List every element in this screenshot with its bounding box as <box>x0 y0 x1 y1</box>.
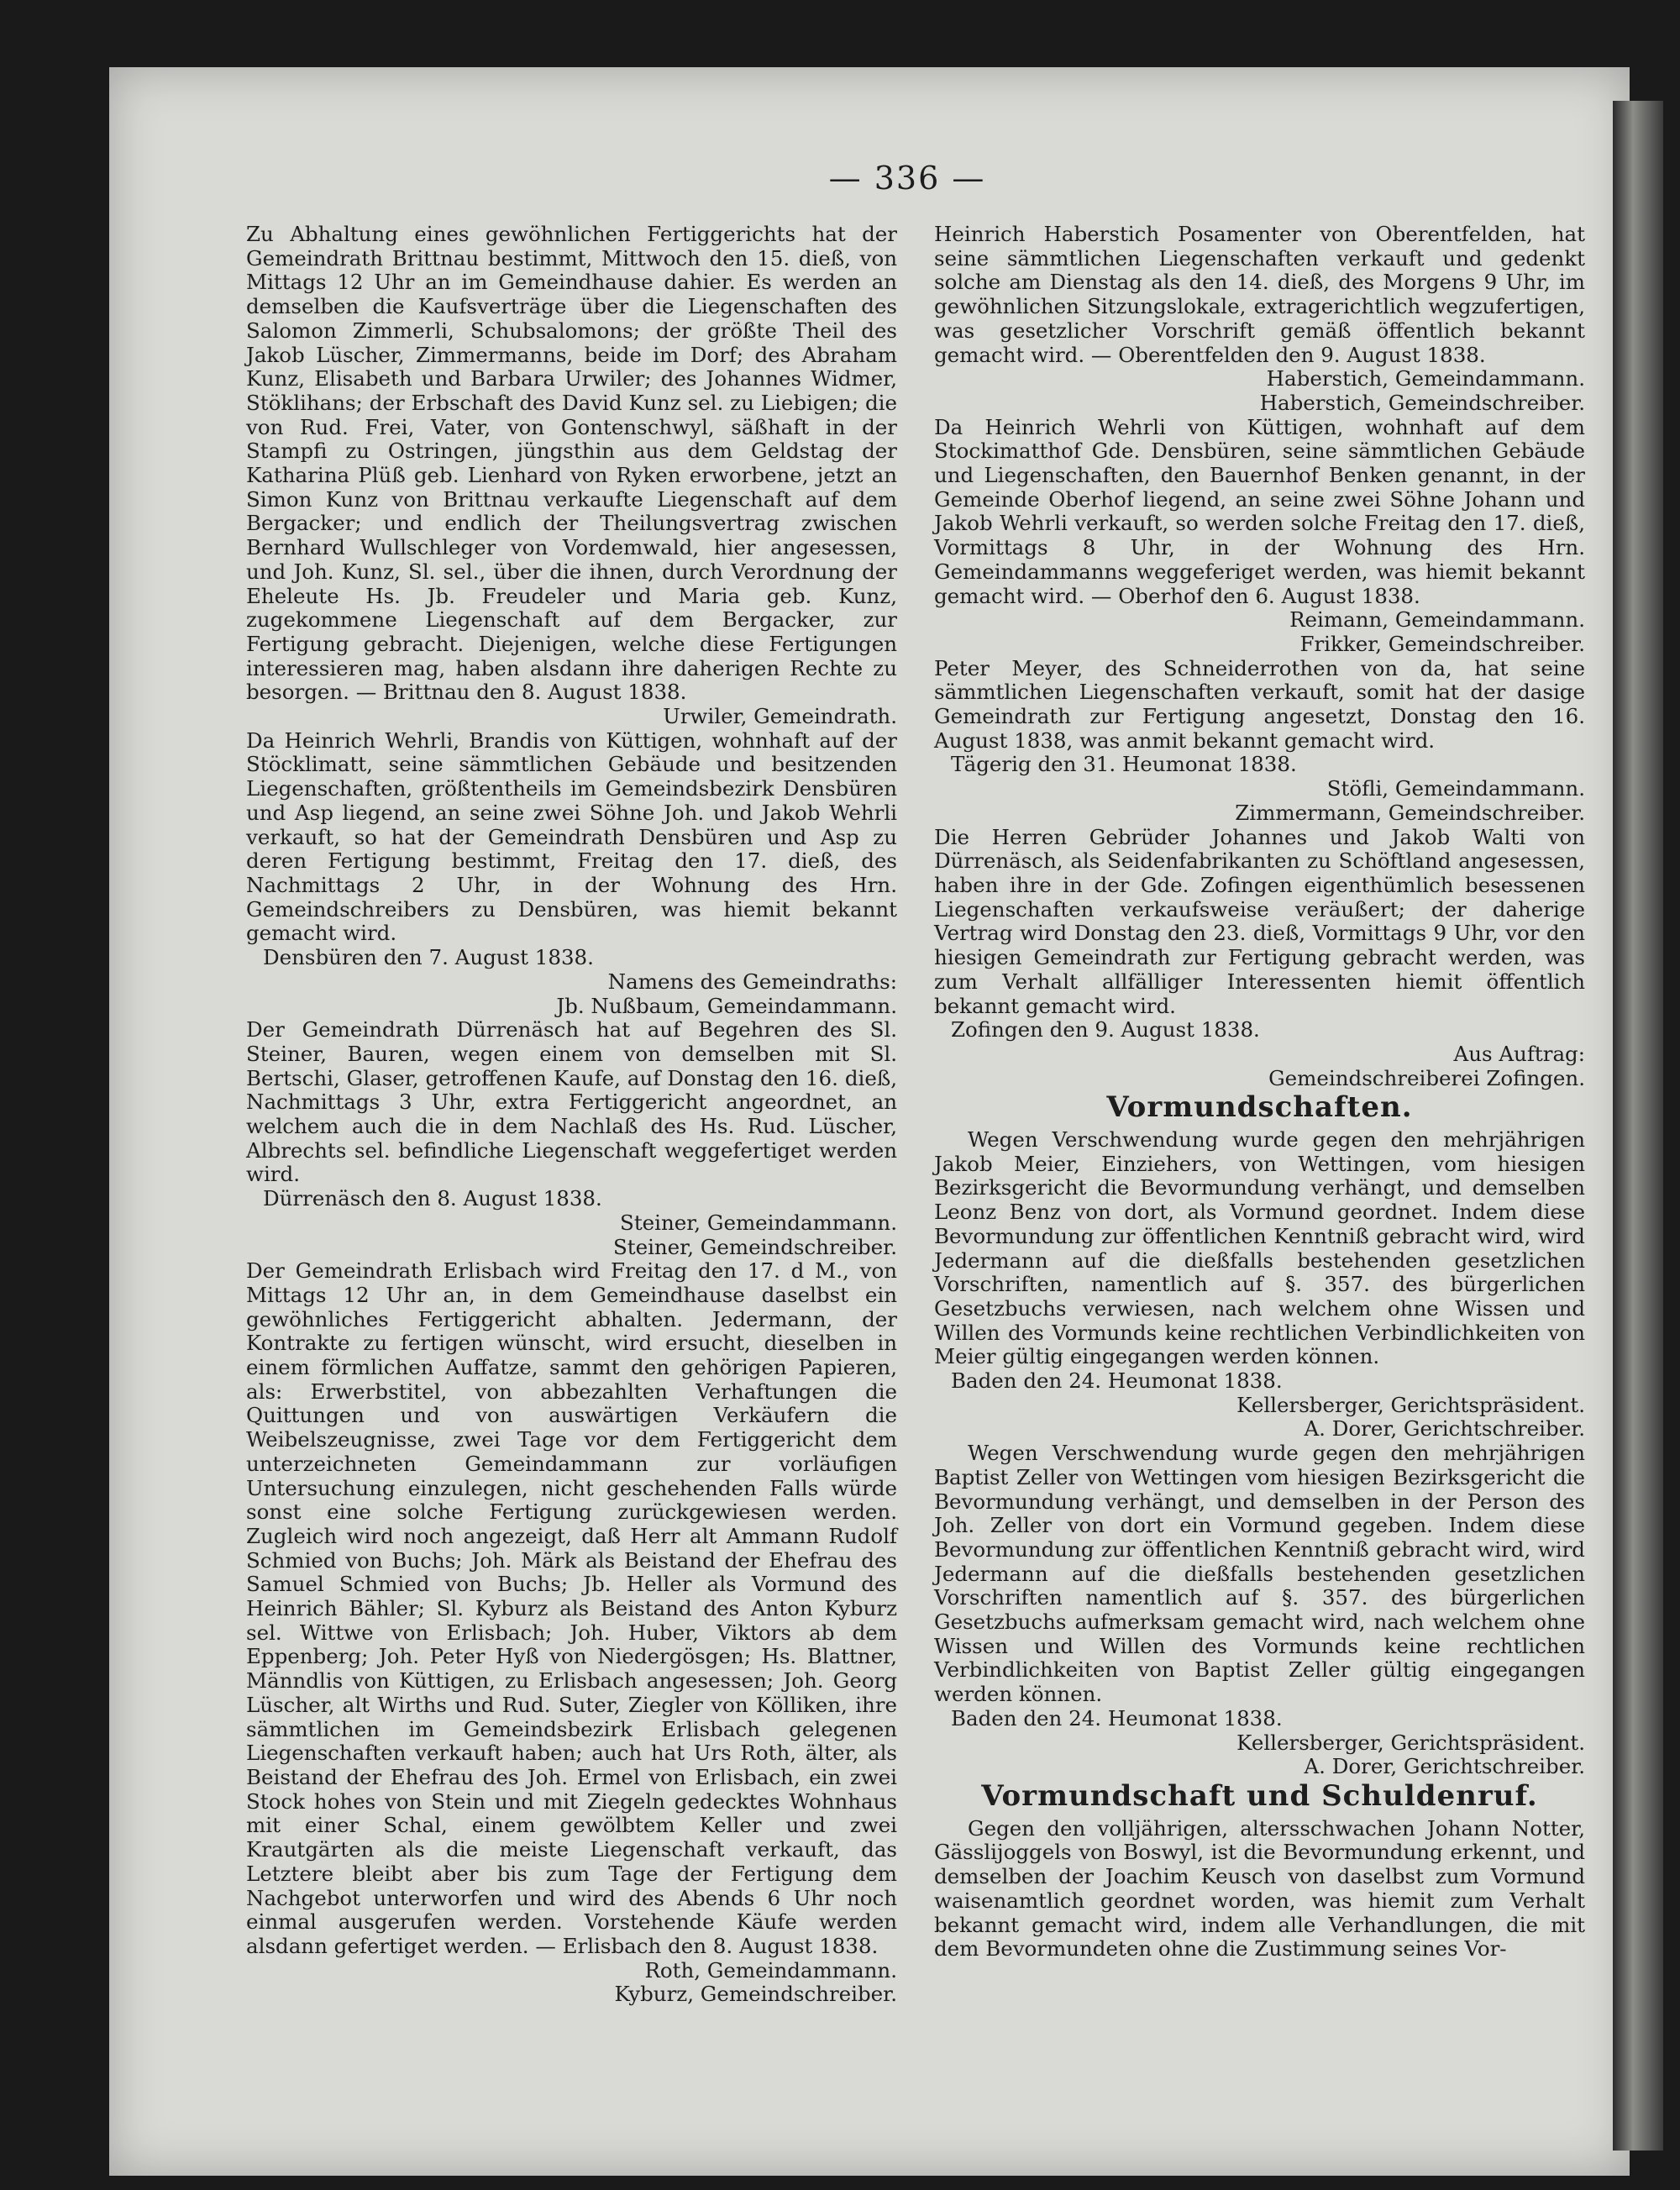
signature: Urwiler, Gemeindrath. <box>663 704 897 729</box>
notice-date: Baden den 24. Heumonat 1838. <box>951 1705 1283 1730</box>
notice-body: Heinrich Haberstich Posamenter von Oberentfelden, hat seine sämmtlichen Liegenschaften verkauft und gedenkt solche am Dienstag als den 14. dieß, des Morgens 9 Uhr, im gewöhnlichen Sitzungslokale, extragerichtlich wegzufertigen, was gesetzlicher Vorschrift gemäß öffentlich bekannt gemacht wird. — Oberentfelden den 9. August 1838. <box>934 222 1585 367</box>
notice-body: Wegen Verschwendung wurde gegen den mehrjährigen Jakob Meier, Einziehers, von Wettingen, vom hiesigen Bezirksgericht die Bevormundung verhängt, und demselben Leonz Benz von dort, als Vormund geordnet. Indem diese Bevormundung zur öffentlichen Kenntniß gebracht wird, wird Jedermann auf die dießfalls bestehenden gesetzlichen Vorschriften, namentlich auf §. 357. des bürgerlichen Gesetzbuchs verwiesen, nach welchem ohne Wissen und Willen des Vormunds keine rechtlichen Verbindlichkeiten von Meier gültig eingegangen werden können. <box>934 1127 1585 1369</box>
notice-duerrenaesch <box>246 1018 897 1259</box>
notice-oberentfelden <box>934 223 1585 416</box>
notice-body: Peter Meyer, des Schneiderrothen von da, hat seine sämmtlichen Liegenschaften verkauft, somit hat der dasige Gemeindrath zur Fertigung angesetzt, Donstag den 16. August 1838, was anmit bekannt gemacht wird. <box>934 655 1585 753</box>
signature: A. Dorer, Gerichtschreiber. <box>1304 1416 1585 1442</box>
notice-meier <box>934 1128 1585 1442</box>
notice-notter <box>934 1817 1585 1962</box>
signature: Steiner, Gemeindschreiber. <box>612 1234 897 1259</box>
left-column <box>246 223 897 2007</box>
section-heading-vormundschaften: Vormundschaften. <box>1106 1090 1413 1125</box>
signature: Namens des Gemeindraths: <box>607 969 897 994</box>
signature: Stöfli, Gemeindammann. <box>1326 776 1585 801</box>
signature: Kellersberger, Gerichtspräsident. <box>1236 1392 1585 1417</box>
notice-body: Gegen den volljährigen, altersschwachen Johann Notter, Gässlijoggels von Boswyl, ist die Bevormundung erkennt, und demselben der Joachim Keusch von daselbst zum Vormund waisenamtlich geordnet worden, was hiemit zum Verhalt bekannt gemacht wird, indem alle Verhandlungen, die mit dem Bevormundeten ohne die Zustimmung seines Vor- <box>934 1815 1585 1962</box>
notice-body: Wegen Verschwendung wurde gegen den mehrjährigen Baptist Zeller von Wettingen vom hiesigen Bezirksgericht die Bevormundung verhängt, und demselben in der Person des Joh. Zeller von dort ein Vormund gegeben. Indem diese Bevormundung zur öffentlichen Kenntniß gebracht wird, wird Jedermann auf die dießfalls bestehenden gesetzlichen Vorschriften namentlich auf §. 357. des bürgerlichen Gesetzbuchs aufmerksam gemacht wird, nach welchem ohne Wissen und Willen des Vormunds keine rechtlichen Verbindlichkeiten von Baptist Zeller gültig eingegangen werden können. <box>934 1441 1585 1707</box>
notice-brittnau <box>246 223 897 729</box>
signature: Haberstich, Gemeindammann. <box>1266 366 1585 391</box>
notice-erlisbach <box>246 1259 897 2007</box>
notice-date: Densbüren den 7. August 1838. <box>263 945 594 970</box>
notice-date: Tägerig den 31. Heumonat 1838. <box>951 752 1297 777</box>
notice-taegerig <box>934 657 1585 826</box>
notice-body: Die Herren Gebrüder Johannes und Jakob Walti von Dürrenäsch, als Seidenfabrikanten zu Schöftland angesessen, haben ihre in der Gde. Zofingen eigenthümlich besessenen Liegenschaften verkaufsweise veräußert; der daherige Vertrag wird Donstag den 23. dieß, Vormittags 9 Uhr, vor den hiesigen Gemeindrath zur Fertigung gebracht werden, was zum Verhalt allfälliger Interessenten hiemit öffentlich bekannt gemacht wird. <box>934 824 1585 1018</box>
page-edge <box>1613 101 1663 2151</box>
signature: Aus Auftrag: <box>1453 1041 1585 1066</box>
notice-zofingen <box>934 826 1585 1091</box>
signature: Kyburz, Gemeindschreiber. <box>614 1982 897 2007</box>
signature: Roth, Gemeindammann. <box>644 1957 897 1983</box>
signature: Zimmermann, Gemeindschreiber. <box>1235 800 1585 825</box>
signature: Reimann, Gemeindammann. <box>1289 607 1585 633</box>
notice-body: Zu Abhaltung eines gewöhnlichen Fertiggerichts hat der Gemeindrath Brittnau bestimmt, Mittwoch den 15. dieß, von Mittags 12 Uhr an im Gemeindhause dahier. Es werden an demselben die Kaufsverträge über die Liegenschaften des Salomon Zimmerli, Schubsalomons; der größte Theil des Jakob Lüscher, Zimmermanns, beide im Dorf; des Abraham Kunz, Elisabeth und Barbara Urwiler; des Johannes Widmer, Stöklihans; der Erbschaft des David Kunz sel. zu Liebigen; die von Rud. Frei, Vater, von Gontenschwyl, säßhaft in der Stampfi zu Ostringen, jüngsthin aus dem Geldstag der Katharina Plüß geb. Lienhard von Ryken erworbene, jetzt an Simon Kunz von Brittnau verkaufte Liegenschaft auf dem Bergacker; und endlich der Theilungsvertrag zwischen Bernhard Wullschleger von Vordemwald, hier angesessen, und Joh. Kunz, Sl. sel., über die ihnen, durch Verordnung der Eheleute Hs. Jb. Freudeler und Maria geb. Kunz, zugekommene Liegenschaft auf dem Bergacker, zur Fertigung gebracht. Diejenigen, welche diese Fertigungen interessieren mag, haben alsdann ihre daherigen Rechte zu besorgen. — Brittnau den 8. August 1838. <box>246 222 897 705</box>
signature: Kellersberger, Gerichtspräsident. <box>1236 1730 1585 1755</box>
signature: Frikker, Gemeindschreiber. <box>1299 631 1585 656</box>
notice-body: Der Gemeindrath Erlisbach wird Freitag den 17. d M., von Mittags 12 Uhr an, in dem Gemeindhause daselbst ein gewöhnliches Fertiggericht abhalten. Jedermann, der Kontrakte zu fertigen wünscht, wird ersucht, dieselben in einem förmlichen Auffatze, sammt den gehörigen Papieren, als: Erwerbstitel, von abbezahlten Verhaftungen die Quittungen und von auswärtigen Verkäufern die Weibelszeugnisse, zwei Tage vor dem Fertiggericht dem unterzeichneten Gemeindammann zur vorläufigen Untersuchung einzulegen, nicht geschehenden Falls würde sonst eine solche Fertigung zurückgewiesen werden. Zugleich wird noch angezeigt, daß Herr alt Ammann Rudolf Schmied von Buchs; Joh. Märk als Beistand der Ehefrau des Samuel Schmied von Buchs; Jb. Heller als Vormund des Heinrich Bähler; Sl. Kyburz als Beistand des Anton Kyburz sel. Wittwe von Erlisbach; Joh. Huber, Viktors ab dem Eppenberg; Joh. Peter Hyß von Niedergösgen; Hs. Blattner, Männdlis von Küttigen, zu Erlisbach angesessen; Joh. Georg Lüscher, alt Wirths und Rud. Suter, Ziegler von Kölliken, ihre sämmtlichen im Gemeindsbezirk Erlisbach gelegenen Liegenschaften verkauft haben; auch hat Urs Roth, älter, als Beistand der Ehefrau des Joh. Ermel von Erlisbach, ein zwei Stock hohes von Stein und mit Ziegeln gedecktes Wohnhaus mit einer Schal, einem gewölbtem Keller und zwei Krautgärten als die meiste Liegenschaft verkauft, das Letztere bleibt aber bis zum Tage der Fertigung dem Nachgebot unterworfen und wird des Abends 6 Uhr noch einmal ausgerufen werden. Vorstehende Käufe werden alsdann gefertiget werden. — Erlisbach den 8. August 1838. <box>246 1258 897 1958</box>
page-number: — 336 — <box>828 160 986 197</box>
notice-body: Da Heinrich Wehrli, Brandis von Küttigen, wohnhaft auf der Stöcklimatt, seine sämmtlichen Gebäude und besitzenden Liegenschaften, größtentheils im Gemeindsbezirk Densbüren und Asp liegend, an seine zwei Söhne Joh. und Jakob Wehrli verkauft, so hat der Gemeindrath Densbüren und Asp zu deren Fertigung bestimmt, Freitag den 17. dieß, des Nachmittags 2 Uhr, in der Wohnung des Hrn. Gemeindschreibers zu Densbüren, was hiemit bekannt gemacht wird. <box>246 727 897 946</box>
notice-body: Der Gemeindrath Dürrenäsch hat auf Begehren des Sl. Steiner, Bauren, wegen einem von demselben mit Sl. Bertschi, Glaser, getroffenen Kaufe, auf Donstag den 16. dieß, Nachmittags 3 Uhr, extra Fertiggericht angeordnet, an welchem auch die in dem Nachlaß des Hs. Rud. Lüscher, Albrechts sel. befindliche Liegenschaft weggefertiget werden wird. <box>246 1017 897 1187</box>
notice-zeller <box>934 1442 1585 1779</box>
signature: Haberstich, Gemeindschreiber. <box>1259 390 1585 415</box>
notice-date: Dürrenäsch den 8. August 1838. <box>263 1186 602 1211</box>
notice-body: Da Heinrich Wehrli von Küttigen, wohnhaft auf dem Stockimatthof Gde. Densbüren, seine sämmtlichen Gebäude und Liegenschaften, den Bauernhof Benken genannt, in der Gemeinde Oberhof liegend, an seine zwei Söhne Johann und Jakob Wehrli verkauft, so werden solche Freitag den 17. dieß, Vormittags 8 Uhr, in der Wohnung des Hrn. Gemeindammanns weggeferiget werden, was hiemit bekannt gemacht wird. — Oberhof den 6. August 1838. <box>934 414 1585 608</box>
right-column <box>934 223 1585 1962</box>
signature: Gemeindschreiberei Zofingen. <box>1268 1065 1585 1090</box>
signature: A. Dorer, Gerichtschreiber. <box>1304 1754 1585 1779</box>
section-heading-schuldenruf: Vormundschaft und Schuldenruf. <box>981 1779 1538 1813</box>
signature: Steiner, Gemeindammann. <box>620 1210 897 1235</box>
notice-date: Baden den 24. Heumonat 1838. <box>951 1368 1283 1394</box>
notice-densbueren <box>246 729 897 1018</box>
notice-date: Zofingen den 9. August 1838. <box>951 1017 1260 1042</box>
signature: Jb. Nußbaum, Gemeindammann. <box>556 993 897 1018</box>
notice-oberhof <box>934 416 1585 657</box>
